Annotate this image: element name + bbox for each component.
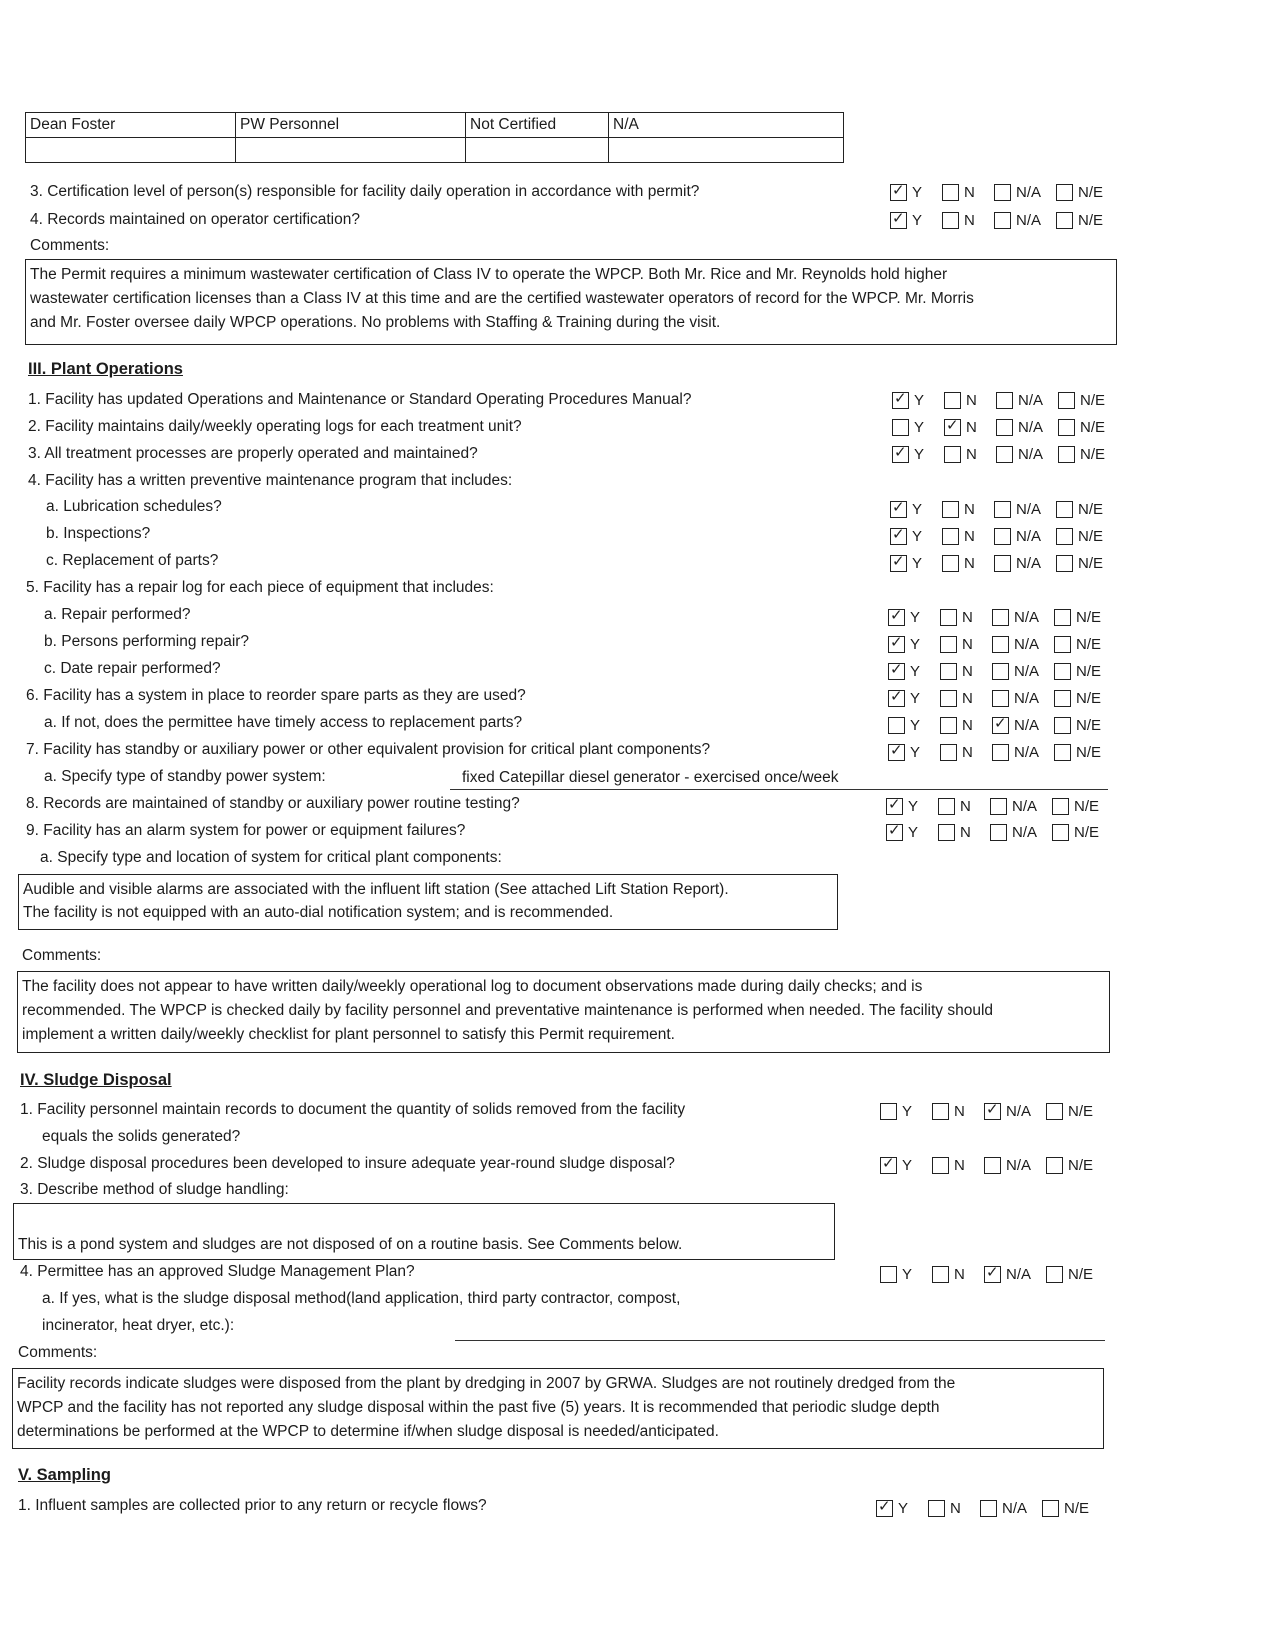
checkbox-y[interactable] bbox=[888, 663, 905, 680]
checkbox-ne[interactable] bbox=[1046, 1266, 1063, 1283]
check-mark-icon: ✓ bbox=[888, 822, 901, 839]
check-mark-icon: ✓ bbox=[890, 661, 903, 678]
checkbox-label-y: Y bbox=[898, 1500, 909, 1517]
checkbox-ne[interactable] bbox=[1054, 636, 1071, 653]
staff-table bbox=[25, 112, 844, 163]
checkbox-label-y: Y bbox=[912, 528, 923, 545]
checkbox-label-ne: N/E bbox=[1078, 528, 1104, 545]
checkbox-label-ne: N/E bbox=[1080, 392, 1106, 409]
plant-question-3: 3. All treatment processes are properly operated and maintained? bbox=[28, 445, 478, 462]
checkbox-label-na: N/A bbox=[1012, 798, 1038, 815]
comment-line: Facility records indicate sludges were disposed from the plant by dredging in 2007 by GRWA. Sludges are not routinely dredged from the bbox=[17, 1375, 956, 1392]
checkbox-na[interactable] bbox=[994, 528, 1011, 545]
check-mark-icon: ✓ bbox=[892, 182, 905, 199]
checkbox-na[interactable] bbox=[990, 824, 1007, 841]
checkbox-label-na: N/A bbox=[1016, 528, 1042, 545]
checkbox-ne[interactable] bbox=[1056, 501, 1073, 518]
checkbox-label-na: N/A bbox=[1014, 717, 1040, 734]
checkbox-y[interactable] bbox=[890, 555, 907, 572]
plant-question-5: 5. Facility has a repair log for each piece of equipment that includes: bbox=[26, 579, 494, 596]
checkbox-label-y: Y bbox=[910, 663, 921, 680]
checkbox-y[interactable] bbox=[890, 528, 907, 545]
checkbox-ne[interactable] bbox=[1058, 392, 1075, 409]
comment-line: The Permit requires a minimum wastewater certification of Class IV to operate the WPCP. Both Mr. Rice and Mr. Reynolds hold higher bbox=[30, 266, 948, 283]
checkbox-label-ne: N/E bbox=[1078, 555, 1104, 572]
comment-line: wastewater certification licenses than a Class IV at this time and are the certified wastewater operators of record for the WPCP. Mr. Morris bbox=[30, 290, 974, 307]
check-mark-icon: ✓ bbox=[894, 390, 907, 407]
check-mark-icon: ✓ bbox=[888, 796, 901, 813]
checkbox-ne[interactable] bbox=[1054, 717, 1071, 734]
check-mark-icon: ✓ bbox=[946, 417, 959, 434]
plant-question-5b: b. Persons performing repair? bbox=[44, 633, 250, 650]
checkbox-label-n: N bbox=[962, 663, 973, 680]
checkbox-label-n: N bbox=[962, 636, 973, 653]
checkbox-label-ne: N/E bbox=[1076, 636, 1102, 653]
checkbox-na[interactable] bbox=[994, 212, 1011, 229]
checkbox-label-na: N/A bbox=[1006, 1266, 1032, 1283]
checkbox-y[interactable] bbox=[888, 609, 905, 626]
checkbox-ne[interactable] bbox=[1054, 609, 1071, 626]
checkbox-y[interactable] bbox=[890, 212, 907, 229]
checkbox-n[interactable] bbox=[944, 419, 961, 436]
checkbox-label-n: N bbox=[962, 690, 973, 707]
checkbox-label-ne: N/E bbox=[1078, 184, 1104, 201]
empty-cell bbox=[466, 138, 609, 163]
plant-question-4: 4. Facility has a written preventive maintenance program that includes: bbox=[28, 472, 513, 489]
check-mark-icon: ✓ bbox=[890, 688, 903, 705]
checkbox-label-y: Y bbox=[910, 609, 921, 626]
checkbox-ne[interactable] bbox=[1054, 744, 1071, 761]
empty-cell bbox=[236, 138, 466, 163]
checkbox-ne[interactable] bbox=[1056, 555, 1073, 572]
section-heading-plant-operations: III. Plant Operations bbox=[28, 360, 183, 378]
sludge-comments-box bbox=[12, 1368, 1104, 1449]
checkbox-label-na: N/A bbox=[1016, 501, 1042, 518]
sludge-question-3: 3. Describe method of sludge handling: bbox=[20, 1181, 289, 1198]
checkbox-label-ne: N/E bbox=[1078, 501, 1104, 518]
checkbox-y[interactable] bbox=[890, 184, 907, 201]
checkbox-label-y: Y bbox=[902, 1157, 913, 1174]
checkbox-n[interactable] bbox=[940, 690, 957, 707]
checkbox-label-ne: N/E bbox=[1064, 1500, 1090, 1517]
table-row bbox=[26, 138, 844, 163]
plant-question-5c: c. Date repair performed? bbox=[44, 660, 221, 677]
checkbox-label-ne: N/E bbox=[1076, 690, 1102, 707]
checkbox-na[interactable] bbox=[996, 392, 1013, 409]
checkbox-n[interactable] bbox=[940, 663, 957, 680]
plant-comments-box bbox=[17, 971, 1110, 1053]
checkbox-n[interactable] bbox=[932, 1266, 949, 1283]
checkbox-label-y: Y bbox=[908, 824, 919, 841]
checkbox-label-n: N bbox=[962, 744, 973, 761]
checkbox-na[interactable] bbox=[984, 1266, 1001, 1283]
checkbox-label-y: Y bbox=[912, 212, 923, 229]
staff-role-cell: PW Personnel bbox=[236, 113, 466, 138]
checkbox-n[interactable] bbox=[940, 609, 957, 626]
comments-label: Comments: bbox=[18, 1344, 98, 1361]
checkbox-n[interactable] bbox=[942, 212, 959, 229]
checkbox-label-na: N/A bbox=[1014, 744, 1040, 761]
checkbox-label-y: Y bbox=[902, 1103, 913, 1120]
checkbox-ne[interactable] bbox=[1042, 1500, 1059, 1517]
check-mark-icon: ✓ bbox=[986, 1264, 999, 1281]
checkbox-label-ne: N/E bbox=[1080, 446, 1106, 463]
staffing-comments-box bbox=[25, 259, 1117, 345]
plant-question-6a: a. If not, does the permittee have timely access to replacement parts? bbox=[44, 714, 523, 731]
standby-power-answer: fixed Catepillar diesel generator - exercised once/week bbox=[462, 769, 839, 786]
checkbox-n[interactable] bbox=[944, 446, 961, 463]
table-row bbox=[26, 113, 844, 138]
checkbox-y[interactable] bbox=[876, 1500, 893, 1517]
plant-question-4b: b. Inspections? bbox=[46, 525, 151, 542]
comment-line: The facility does not appear to have written daily/weekly operational log to document observations made during daily checks; and is bbox=[22, 978, 923, 995]
answer-underline bbox=[450, 769, 1108, 790]
answer-underline bbox=[455, 1320, 1105, 1341]
staff-name-cell: Dean Foster bbox=[26, 113, 236, 138]
check-mark-icon: ✓ bbox=[882, 1155, 895, 1172]
checkbox-label-ne: N/E bbox=[1076, 609, 1102, 626]
checkbox-label-na: N/A bbox=[1018, 392, 1044, 409]
checkbox-y[interactable] bbox=[880, 1266, 897, 1283]
checkbox-n[interactable] bbox=[942, 528, 959, 545]
checkbox-na[interactable] bbox=[992, 717, 1009, 734]
checkbox-label-na: N/A bbox=[1014, 690, 1040, 707]
checkbox-n[interactable] bbox=[942, 501, 959, 518]
checkbox-label-y: Y bbox=[908, 798, 919, 815]
checkbox-label-ne: N/E bbox=[1076, 744, 1102, 761]
checkbox-n[interactable] bbox=[938, 798, 955, 815]
checkbox-label-n: N bbox=[964, 555, 975, 572]
checkbox-na[interactable] bbox=[994, 184, 1011, 201]
sludge-question-1: 1. Facility personnel maintain records to document the quantity of solids removed from the facility bbox=[20, 1101, 686, 1118]
checkbox-ne[interactable] bbox=[1054, 663, 1071, 680]
checkbox-label-ne: N/E bbox=[1068, 1157, 1094, 1174]
check-mark-icon: ✓ bbox=[892, 526, 905, 543]
checkbox-label-n: N bbox=[966, 392, 977, 409]
checkbox-ne[interactable] bbox=[1056, 528, 1073, 545]
empty-cell bbox=[609, 138, 844, 163]
check-mark-icon: ✓ bbox=[986, 1101, 999, 1118]
checkbox-label-n: N bbox=[964, 184, 975, 201]
sludge-question-1-cont: equals the solids generated? bbox=[42, 1128, 241, 1145]
checkbox-label-na: N/A bbox=[1018, 419, 1044, 436]
check-mark-icon: ✓ bbox=[894, 444, 907, 461]
checkbox-ne[interactable] bbox=[1046, 1103, 1063, 1120]
plant-question-9a: a. Specify type and location of system for critical plant components: bbox=[40, 849, 502, 866]
checkbox-label-na: N/A bbox=[1014, 636, 1040, 653]
checkbox-y[interactable] bbox=[888, 744, 905, 761]
checkbox-n[interactable] bbox=[940, 717, 957, 734]
comment-line: and Mr. Foster oversee daily WPCP operations. No problems with Staffing & Training during the visit. bbox=[30, 314, 721, 331]
checkbox-label-ne: N/E bbox=[1074, 824, 1100, 841]
checkbox-na[interactable] bbox=[996, 419, 1013, 436]
check-mark-icon: ✓ bbox=[878, 1498, 891, 1515]
comment-line: WPCP and the facility has not reported any sludge disposal within the past five (5) years. It is recommended that periodic sludge depth bbox=[17, 1399, 940, 1416]
checkbox-na[interactable] bbox=[992, 744, 1009, 761]
checkbox-label-n: N bbox=[962, 609, 973, 626]
checkbox-label-y: Y bbox=[910, 744, 921, 761]
checkbox-ne[interactable] bbox=[1052, 824, 1069, 841]
plant-question-4a: a. Lubrication schedules? bbox=[46, 498, 222, 515]
checkbox-label-ne: N/E bbox=[1074, 798, 1100, 815]
checkbox-label-ne: N/E bbox=[1068, 1103, 1094, 1120]
check-mark-icon: ✓ bbox=[890, 607, 903, 624]
checkbox-y[interactable] bbox=[892, 446, 909, 463]
plant-question-4c: c. Replacement of parts? bbox=[46, 552, 219, 569]
checkbox-label-na: N/A bbox=[1006, 1157, 1032, 1174]
checkbox-n[interactable] bbox=[940, 636, 957, 653]
checkbox-ne[interactable] bbox=[1046, 1157, 1063, 1174]
checkbox-n[interactable] bbox=[940, 744, 957, 761]
checkbox-label-n: N bbox=[962, 717, 973, 734]
plant-question-8: 8. Records are maintained of standby or auxiliary power routine testing? bbox=[26, 795, 520, 812]
checkbox-label-y: Y bbox=[910, 690, 921, 707]
check-mark-icon: ✓ bbox=[892, 210, 905, 227]
checkbox-na[interactable] bbox=[984, 1157, 1001, 1174]
checkbox-y[interactable] bbox=[886, 824, 903, 841]
checkbox-na[interactable] bbox=[990, 798, 1007, 815]
sludge-question-4a: a. If yes, what is the sludge disposal method(land application, third party contractor, compost, bbox=[42, 1290, 681, 1307]
plant-question-1: 1. Facility has updated Operations and Maintenance or Standard Operating Procedures Manual? bbox=[28, 391, 692, 408]
alarm-line: The facility is not equipped with an auto-dial notification system; and is recommended. bbox=[23, 904, 614, 921]
checkbox-label-n: N bbox=[954, 1266, 965, 1283]
checkbox-label-y: Y bbox=[914, 392, 925, 409]
comment-line: determinations be performed at the WPCP to determine if/when sludge disposal is needed/anticipated. bbox=[17, 1423, 719, 1440]
section-heading-sludge-disposal: IV. Sludge Disposal bbox=[20, 1071, 172, 1089]
staffing-question-3: 3. Certification level of person(s) responsible for facility daily operation in accordance with permit? bbox=[30, 183, 700, 200]
checkbox-n[interactable] bbox=[938, 824, 955, 841]
checkbox-label-na: N/A bbox=[1012, 824, 1038, 841]
check-mark-icon: ✓ bbox=[890, 634, 903, 651]
checkbox-n[interactable] bbox=[942, 555, 959, 572]
checkbox-label-y: Y bbox=[912, 501, 923, 518]
comments-label: Comments: bbox=[30, 237, 110, 254]
checkbox-y[interactable] bbox=[880, 1103, 897, 1120]
checkbox-na[interactable] bbox=[994, 501, 1011, 518]
checkbox-y[interactable] bbox=[888, 636, 905, 653]
checkbox-n[interactable] bbox=[944, 392, 961, 409]
plant-question-5a: a. Repair performed? bbox=[44, 606, 191, 623]
sludge-handling-box bbox=[13, 1203, 835, 1260]
checkbox-label-y: Y bbox=[912, 184, 923, 201]
checkbox-label-y: Y bbox=[910, 717, 921, 734]
checkbox-label-n: N bbox=[964, 212, 975, 229]
checkbox-label-n: N bbox=[950, 1500, 961, 1517]
check-mark-icon: ✓ bbox=[994, 715, 1007, 732]
checkbox-n[interactable] bbox=[928, 1500, 945, 1517]
checkbox-label-n: N bbox=[960, 798, 971, 815]
checkbox-label-ne: N/E bbox=[1076, 663, 1102, 680]
empty-cell bbox=[26, 138, 236, 163]
checkbox-label-y: Y bbox=[912, 555, 923, 572]
checkbox-ne[interactable] bbox=[1058, 419, 1075, 436]
staff-level-cell: N/A bbox=[609, 113, 844, 138]
checkbox-ne[interactable] bbox=[1058, 446, 1075, 463]
checkbox-y[interactable] bbox=[888, 717, 905, 734]
checkbox-n[interactable] bbox=[932, 1157, 949, 1174]
checkbox-label-na: N/A bbox=[1016, 212, 1042, 229]
checkbox-label-y: Y bbox=[902, 1266, 913, 1283]
checkbox-label-n: N bbox=[966, 419, 977, 436]
checkbox-n[interactable] bbox=[932, 1103, 949, 1120]
checkbox-ne[interactable] bbox=[1054, 690, 1071, 707]
checkbox-label-y: Y bbox=[914, 419, 925, 436]
alarm-description-box bbox=[18, 874, 838, 930]
checkbox-label-y: Y bbox=[910, 636, 921, 653]
checkbox-n[interactable] bbox=[942, 184, 959, 201]
checkbox-label-na: N/A bbox=[1016, 184, 1042, 201]
sludge-question-2: 2. Sludge disposal procedures been developed to insure adequate year-round sludge disposal? bbox=[20, 1155, 675, 1172]
checkbox-na[interactable] bbox=[996, 446, 1013, 463]
checkbox-label-n: N bbox=[960, 824, 971, 841]
checkbox-y[interactable] bbox=[892, 419, 909, 436]
section-heading-sampling: V. Sampling bbox=[18, 1466, 111, 1484]
plant-question-7: 7. Facility has standby or auxiliary power or other equivalent provision for critical plant components? bbox=[26, 741, 711, 758]
checkbox-na[interactable] bbox=[984, 1103, 1001, 1120]
checkbox-label-na: N/A bbox=[1006, 1103, 1032, 1120]
checkbox-label-ne: N/E bbox=[1068, 1266, 1094, 1283]
checkbox-y[interactable] bbox=[886, 798, 903, 815]
check-mark-icon: ✓ bbox=[892, 499, 905, 516]
sludge-question-4: 4. Permittee has an approved Sludge Management Plan? bbox=[20, 1263, 415, 1280]
checkbox-label-na: N/A bbox=[1018, 446, 1044, 463]
comments-label: Comments: bbox=[22, 947, 102, 964]
check-mark-icon: ✓ bbox=[892, 553, 905, 570]
checkbox-na[interactable] bbox=[994, 555, 1011, 572]
checkbox-label-y: Y bbox=[914, 446, 925, 463]
checkbox-ne[interactable] bbox=[1056, 212, 1073, 229]
checkbox-label-n: N bbox=[954, 1103, 965, 1120]
plant-question-9: 9. Facility has an alarm system for power or equipment failures? bbox=[26, 822, 466, 839]
checkbox-label-n: N bbox=[966, 446, 977, 463]
checkbox-na[interactable] bbox=[992, 636, 1009, 653]
sampling-question-1: 1. Influent samples are collected prior to any return or recycle flows? bbox=[18, 1497, 487, 1514]
staff-cert-cell: Not Certified bbox=[466, 113, 609, 138]
plant-question-2: 2. Facility maintains daily/weekly operating logs for each treatment unit? bbox=[28, 418, 522, 435]
check-mark-icon: ✓ bbox=[890, 742, 903, 759]
checkbox-label-n: N bbox=[964, 501, 975, 518]
checkbox-na[interactable] bbox=[992, 663, 1009, 680]
checkbox-label-ne: N/E bbox=[1076, 717, 1102, 734]
alarm-line: Audible and visible alarms are associated with the influent lift station (See attached Lift Station Report). bbox=[23, 881, 729, 898]
checkbox-label-na: N/A bbox=[1016, 555, 1042, 572]
checkbox-y[interactable] bbox=[892, 392, 909, 409]
checkbox-label-na: N/A bbox=[1014, 609, 1040, 626]
sludge-question-4a-cont: incinerator, heat dryer, etc.): bbox=[42, 1317, 235, 1334]
comment-line: recommended. The WPCP is checked daily by facility personnel and preventative maintenance is performed when needed. The facility should bbox=[22, 1002, 994, 1019]
checkbox-y[interactable] bbox=[880, 1157, 897, 1174]
checkbox-label-n: N bbox=[954, 1157, 965, 1174]
checkbox-na[interactable] bbox=[992, 609, 1009, 626]
sludge-handling-answer: This is a pond system and sludges are not disposed of on a routine basis. See Comments below. bbox=[18, 1236, 683, 1253]
checkbox-label-ne: N/E bbox=[1078, 212, 1104, 229]
staffing-question-4: 4. Records maintained on operator certification? bbox=[30, 211, 360, 228]
plant-question-7a: a. Specify type of standby power system: bbox=[44, 768, 326, 785]
checkbox-na[interactable] bbox=[980, 1500, 997, 1517]
checkbox-label-ne: N/E bbox=[1080, 419, 1106, 436]
checkbox-na[interactable] bbox=[992, 690, 1009, 707]
checkbox-ne[interactable] bbox=[1056, 184, 1073, 201]
checkbox-label-na: N/A bbox=[1014, 663, 1040, 680]
checkbox-y[interactable] bbox=[888, 690, 905, 707]
plant-question-6: 6. Facility has a system in place to reorder spare parts as they are used? bbox=[26, 687, 526, 704]
checkbox-label-n: N bbox=[964, 528, 975, 545]
checkbox-ne[interactable] bbox=[1052, 798, 1069, 815]
checkbox-y[interactable] bbox=[890, 501, 907, 518]
checkbox-label-na: N/A bbox=[1002, 1500, 1028, 1517]
comment-line: implement a written daily/weekly checklist for plant personnel to satisfy this Permit requirement. bbox=[22, 1026, 675, 1043]
